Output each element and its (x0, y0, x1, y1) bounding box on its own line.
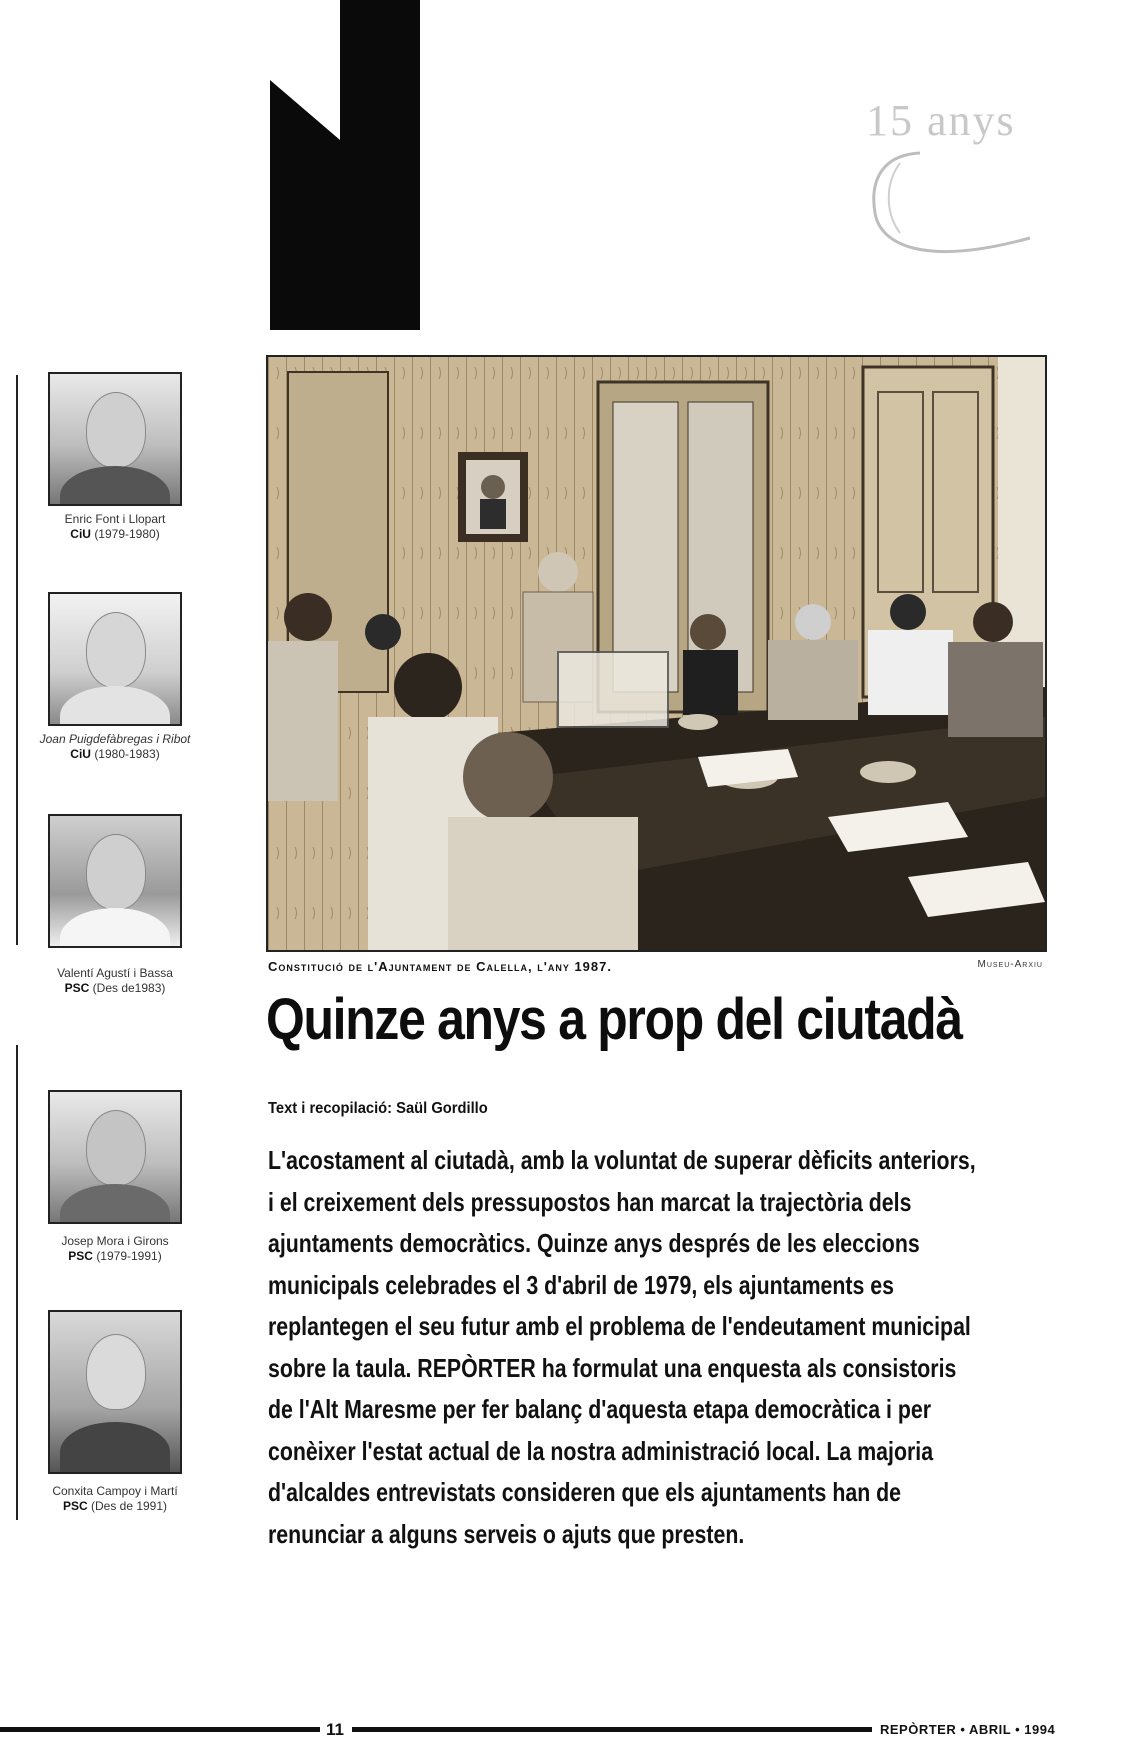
mayor-card (30, 1090, 200, 1264)
magazine-logo-block (270, 0, 420, 330)
mayor-party-term: PSC (Des de1983) (64, 981, 166, 995)
anniversary-emblem (860, 95, 1040, 275)
page-number: 11 (326, 1720, 344, 1739)
mayor-card (30, 814, 200, 996)
mayor-party-term: PSC (1979-1991) (68, 1249, 162, 1263)
mayor-portrait (48, 592, 182, 726)
mayor-party-term: CiU (1979-1980) (70, 527, 160, 541)
page-footer (0, 1720, 1125, 1738)
mayor-card (30, 372, 200, 542)
mayor-name: Conxita Campoy i Martí (52, 1484, 178, 1498)
publication-name-inline: REPÒRTER (417, 1352, 536, 1383)
mayor-name: Valentí Agustí i Bassa (57, 966, 173, 980)
article-lead: L'acostament al ciutadà, amb la voluntat de superar dèficits anteriors, i el creixement dels pressupostos han marcat la trajectòria dels ajuntaments democràtics. Quinze anys després de les eleccions municipals celebrades el 3 d'abril de 1979, els ajuntaments es replantegen el seu futur amb el problema de l'endeutament municipal sobre la taula. REPÒRTER ha formulat una enquesta als consistoris de l'Alt Maresme per fer balanç d'aquesta etapa democràtica i per conèixer l'estat actual de la nostra administració local. La majoria d'alcaldes entrevistats consideren que els ajuntaments han de renunciar a alguns serveis o ajuts que presten. (268, 1145, 976, 1549)
footer-publication: REPÒRTER • ABRIL • 1994 (880, 1722, 1056, 1737)
mayor-card (30, 592, 200, 762)
council-meeting-photo (266, 355, 1047, 952)
emblem-curve-icon (860, 143, 1040, 273)
mayor-portrait (48, 814, 182, 948)
photo-credit: Museu-Arxiu (977, 959, 1043, 970)
logo-graphic (270, 0, 420, 330)
left-column-rule-top (16, 375, 18, 945)
mayor-name: Josep Mora i Girons (61, 1234, 169, 1248)
left-column-rule-bottom (16, 1045, 18, 1520)
footer-rule-left (0, 1727, 320, 1732)
article-headline: Quinze anys a prop del ciutadà (266, 987, 962, 1052)
mayor-portrait (48, 1090, 182, 1224)
mayor-portrait (48, 1310, 182, 1474)
mayor-party-term: PSC (Des de 1991) (62, 1499, 168, 1513)
photo-caption: Constitució de l'Ajuntament de Calella, l'any 1987. (268, 959, 612, 974)
photo-scene (268, 357, 1045, 950)
article-byline: Text i recopilació: Saül Gordillo (268, 1100, 488, 1117)
mayor-name: Enric Font i Llopart (64, 512, 166, 526)
footer-rule-right (352, 1727, 872, 1732)
mayor-portrait (48, 372, 182, 506)
mayor-name: Joan Puigdefàbregas i Ribot (39, 732, 191, 746)
mayor-party-term: CiU (1980-1983) (70, 747, 160, 761)
emblem-text: 15 anys (866, 96, 1016, 145)
mayor-card (30, 1310, 200, 1514)
